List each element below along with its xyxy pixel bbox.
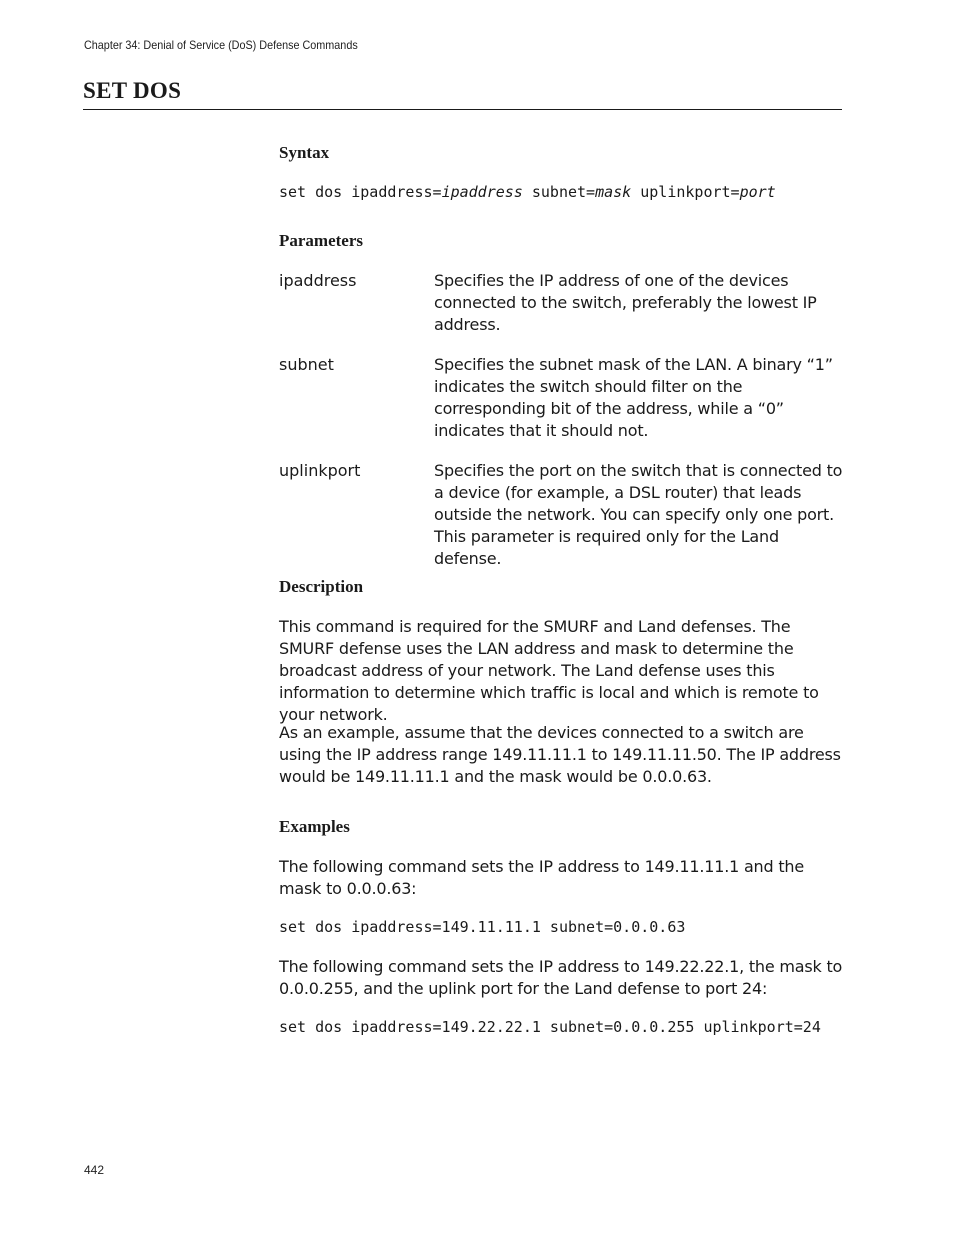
syntax-command xyxy=(279,183,776,201)
parameters-heading: Parameters xyxy=(279,231,364,250)
param-desc-ipaddress: Specifies the IP address of one of the devices connected to the switch, preferably the lowest IP address. xyxy=(434,271,817,334)
page-title: SET DOS xyxy=(83,78,182,103)
example-1-command: set dos ipaddress=149.11.11.1 subnet=0.0.0.63 xyxy=(279,918,686,936)
examples-heading: Examples xyxy=(279,817,350,836)
description-paragraph-1: This command is required for the SMURF and Land defenses. The SMURF defense uses the LAN address and mask to determine the broadcast address of your network. The Land defense uses this information to determine which traffic is local and which is remote to your network. xyxy=(279,617,819,724)
syntax-arg-ipaddress: ipaddress xyxy=(441,183,523,201)
syntax-cmd-prefix: set dos ipaddress= xyxy=(279,183,442,201)
running-head: Chapter 34: Denial of Service (DoS) Defense Commands xyxy=(84,38,358,52)
syntax-heading: Syntax xyxy=(279,143,330,162)
title-rule xyxy=(83,109,842,110)
param-term-ipaddress: ipaddress xyxy=(279,271,357,290)
param-term-subnet: subnet xyxy=(279,355,334,374)
param-desc-subnet: Specifies the subnet mask of the LAN. A binary “1” indicates the switch should filter on the corresponding bit of the address, while a “0” indicates that it should not. xyxy=(434,355,833,440)
description-heading: Description xyxy=(279,577,364,596)
syntax-cmd-subnet: subnet= xyxy=(522,183,596,201)
page-number: 442 xyxy=(84,1163,105,1177)
example-1-text: The following command sets the IP address to 149.11.11.1 and the mask to 0.0.0.63: xyxy=(279,857,804,898)
example-2-text: The following command sets the IP address to 149.22.22.1, the mask to 0.0.0.255, and the uplink port for the Land defense to port 24: xyxy=(279,957,843,998)
param-desc-uplinkport: Specifies the port on the switch that is connected to a device (for example, a DSL router) that leads outside the network. You can specify only one port. This parameter is required only for the Land defense. xyxy=(434,461,843,568)
param-term-uplinkport: uplinkport xyxy=(279,461,361,480)
syntax-arg-mask: mask xyxy=(595,183,632,201)
syntax-arg-port: port xyxy=(739,183,776,201)
description-paragraph-2: As an example, assume that the devices connected to a switch are using the IP address range 149.11.11.1 to 149.11.11.50. The IP address would be 149.11.11.1 and the mask would be 0.0.0.63. xyxy=(279,723,841,786)
syntax-cmd-uplink: uplinkport= xyxy=(631,183,740,201)
example-2-command: set dos ipaddress=149.22.22.1 subnet=0.0.0.255 uplinkport=24 xyxy=(279,1018,821,1036)
